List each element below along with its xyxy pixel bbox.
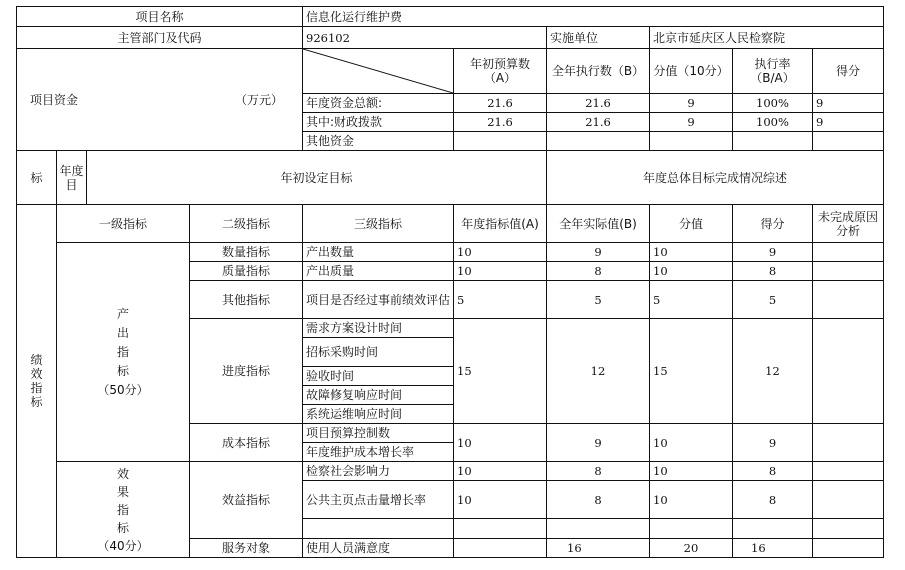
score-val-cost: 10 bbox=[650, 424, 733, 462]
actual-quality: 8 bbox=[547, 262, 650, 281]
reason-cost bbox=[813, 424, 884, 462]
fund-cell-exec: 21.6 bbox=[547, 113, 650, 132]
diagonal-header-cell bbox=[303, 49, 454, 94]
effect-indicator-points: （40分） bbox=[97, 538, 149, 553]
score-progress: 12 bbox=[733, 319, 813, 424]
perf-row-quantity bbox=[17, 243, 884, 262]
l3-cost-item: 项目预算控制数 bbox=[303, 424, 454, 443]
l2-cost: 成本指标 bbox=[190, 424, 303, 462]
score-benefit: 8 bbox=[733, 462, 813, 481]
diagonal-line bbox=[303, 49, 453, 93]
actual-service: 16 bbox=[547, 539, 650, 558]
l2-quality: 质量指标 bbox=[190, 262, 303, 281]
actual-quantity: 9 bbox=[547, 243, 650, 262]
fund-header-score: 得分 bbox=[813, 49, 884, 94]
l2-other: 其他指标 bbox=[190, 281, 303, 319]
score-val-progress: 15 bbox=[650, 319, 733, 424]
fund-cell-score bbox=[813, 132, 884, 151]
score-val-service: 20 bbox=[650, 539, 733, 558]
evaluation-table bbox=[16, 6, 884, 558]
l2-progress: 进度指标 bbox=[190, 319, 303, 424]
output-indicator-points: （50分） bbox=[97, 382, 149, 397]
perf-row-benefit bbox=[17, 462, 884, 481]
reason-benefit bbox=[813, 462, 884, 481]
actual-other: 5 bbox=[547, 281, 650, 319]
score-benefit: 8 bbox=[733, 481, 813, 519]
reason-benefit bbox=[813, 481, 884, 519]
l3-progress-item: 故障修复响应时间 bbox=[303, 386, 454, 405]
actual-cost: 9 bbox=[547, 424, 650, 462]
effect-indicator-label: 效果指标 bbox=[116, 466, 129, 535]
l3-progress-item: 需求方案设计时间 bbox=[303, 319, 454, 338]
l3-quality: 产出质量 bbox=[303, 262, 454, 281]
fund-cell-budget: 21.6 bbox=[454, 94, 547, 113]
l3-benefit: 检察社会影响力 bbox=[303, 462, 454, 481]
perf-header-row bbox=[17, 205, 884, 243]
score-val-benefit: 10 bbox=[650, 481, 733, 519]
fund-header-rate: 执行率（B/A） bbox=[733, 49, 813, 94]
goal-initial-header: 年初设定目标 bbox=[87, 151, 547, 205]
target-benefit: 10 bbox=[454, 481, 547, 519]
goal-summary-header: 年度总体目标完成情况综述 bbox=[547, 151, 884, 205]
goal-corner-right: 年度目 bbox=[57, 151, 87, 205]
fund-label: 项目资金 bbox=[30, 92, 79, 107]
l3-progress-item: 系统运维响应时间 bbox=[303, 405, 454, 424]
output-indicator-cell bbox=[57, 243, 190, 462]
score-val-other: 5 bbox=[650, 281, 733, 319]
implementing-unit-label: 实施单位 bbox=[547, 27, 650, 49]
l2-quantity: 数量指标 bbox=[190, 243, 303, 262]
score-benefit bbox=[733, 519, 813, 539]
fund-header-score-val: 分值（10分） bbox=[650, 49, 733, 94]
score-quality: 8 bbox=[733, 262, 813, 281]
fund-cell-budget: 21.6 bbox=[454, 113, 547, 132]
perf-header-reason: 未完成原因分析 bbox=[813, 205, 884, 243]
fund-header-row bbox=[17, 49, 884, 94]
fund-cell-score-val bbox=[650, 132, 733, 151]
perf-header-score-val: 分值 bbox=[650, 205, 733, 243]
score-service: 16 bbox=[733, 539, 813, 558]
perf-header-l3: 三级指标 bbox=[303, 205, 454, 243]
project-name-label: 项目名称 bbox=[17, 7, 303, 27]
l2-benefit: 效益指标 bbox=[190, 462, 303, 539]
actual-progress: 12 bbox=[547, 319, 650, 424]
perf-header-actual: 全年实际值(B) bbox=[547, 205, 650, 243]
target-benefit: 10 bbox=[454, 462, 547, 481]
department-code: 926102 bbox=[303, 27, 547, 49]
goal-corner-left: 标 bbox=[17, 151, 57, 205]
fund-cell-exec bbox=[547, 132, 650, 151]
target-service bbox=[454, 539, 547, 558]
project-name-row bbox=[17, 7, 884, 27]
perf-side-label: 绩效指标 bbox=[17, 205, 57, 558]
reason-progress bbox=[813, 319, 884, 424]
target-cost: 10 bbox=[454, 424, 547, 462]
score-val-benefit: 10 bbox=[650, 462, 733, 481]
target-other: 5 bbox=[454, 281, 547, 319]
fund-cell-rate: 100% bbox=[733, 113, 813, 132]
score-val-quantity: 10 bbox=[650, 243, 733, 262]
fund-cell-score: 9 bbox=[813, 94, 884, 113]
fund-row-label: 年度资金总额: bbox=[303, 94, 454, 113]
l3-progress-item: 招标采购时间 bbox=[303, 338, 454, 367]
target-quality: 10 bbox=[454, 262, 547, 281]
output-indicator-label: 产出指标 bbox=[116, 306, 129, 378]
l2-service: 服务对象 bbox=[190, 539, 303, 558]
reason-service bbox=[813, 539, 884, 558]
target-benefit bbox=[454, 519, 547, 539]
department-row bbox=[17, 27, 884, 49]
implementing-unit-value: 北京市延庆区人民检察院 bbox=[650, 27, 884, 49]
reason-other bbox=[813, 281, 884, 319]
project-name-value: 信息化运行维护费 bbox=[303, 7, 884, 27]
reason-quality bbox=[813, 262, 884, 281]
fund-row-label: 其他资金 bbox=[303, 132, 454, 151]
fund-label-cell bbox=[17, 49, 303, 151]
effect-indicator-cell bbox=[57, 462, 190, 558]
l3-cost-item: 年度维护成本增长率 bbox=[303, 443, 454, 462]
score-val-benefit bbox=[650, 519, 733, 539]
score-val-quality: 10 bbox=[650, 262, 733, 281]
l3-benefit: 公共主页点击量增长率 bbox=[303, 481, 454, 519]
score-cost: 9 bbox=[733, 424, 813, 462]
reason-benefit bbox=[813, 519, 884, 539]
score-quantity: 9 bbox=[733, 243, 813, 262]
perf-header-l1: 一级指标 bbox=[57, 205, 190, 243]
fund-cell-score-val: 9 bbox=[650, 113, 733, 132]
fund-cell-rate: 100% bbox=[733, 94, 813, 113]
fund-row-label: 其中:财政拨款 bbox=[303, 113, 454, 132]
annual-goal-row bbox=[17, 151, 884, 205]
perf-header-l2: 二级指标 bbox=[190, 205, 303, 243]
fund-cell-score-val: 9 bbox=[650, 94, 733, 113]
fund-cell-rate bbox=[733, 132, 813, 151]
actual-benefit: 8 bbox=[547, 481, 650, 519]
fund-cell-exec: 21.6 bbox=[547, 94, 650, 113]
fund-cell-budget bbox=[454, 132, 547, 151]
l3-progress-item: 验收时间 bbox=[303, 367, 454, 386]
perf-header-target: 年度指标值(A) bbox=[454, 205, 547, 243]
department-label: 主管部门及代码 bbox=[17, 27, 303, 49]
score-other: 5 bbox=[733, 281, 813, 319]
fund-unit: （万元） bbox=[235, 92, 284, 107]
fund-header-exec: 全年执行数（B） bbox=[547, 49, 650, 94]
fund-header-budget: 年初预算数（A） bbox=[454, 49, 547, 94]
reason-quantity bbox=[813, 243, 884, 262]
actual-benefit: 8 bbox=[547, 462, 650, 481]
l3-quantity: 产出数量 bbox=[303, 243, 454, 262]
l3-benefit bbox=[303, 519, 454, 539]
target-progress: 15 bbox=[454, 319, 547, 424]
fund-cell-score: 9 bbox=[813, 113, 884, 132]
actual-benefit bbox=[547, 519, 650, 539]
perf-header-score: 得分 bbox=[733, 205, 813, 243]
target-quantity: 10 bbox=[454, 243, 547, 262]
l3-other: 项目是否经过事前绩效评估 bbox=[303, 281, 454, 319]
l3-service: 使用人员满意度 bbox=[303, 539, 454, 558]
